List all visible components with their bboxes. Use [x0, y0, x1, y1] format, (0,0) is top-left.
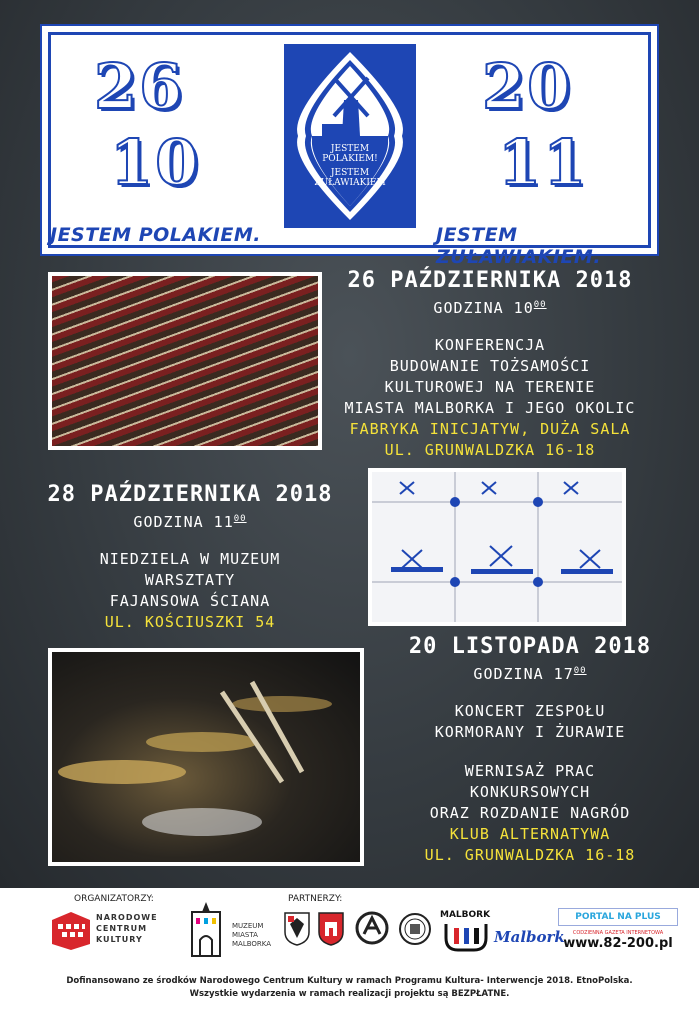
event-1-line-2: BUDOWANIE TOŻSAMOŚCI: [389, 357, 591, 375]
event-3-place-1: KLUB ALTERNATYWA: [449, 825, 611, 843]
funding-note: Dofinansowano ze środków Narodowego Centrum Kultury w ramach Programu Kultura- Interwencje 2018. EtnoPolska.: [66, 976, 633, 986]
auditorium-photo: [48, 272, 322, 450]
emblem-text-3: JESTEM: [330, 168, 370, 178]
portal-na-plus-logo: PORTAL NA PLUS: [558, 908, 678, 926]
event-1-hour: GODZINA 10: [433, 299, 534, 317]
event-2-date: 28 PAŹDZIERNIKA 2018: [47, 482, 333, 507]
event-2-hour: GODZINA 11: [133, 513, 234, 531]
event-1-line-4: MIASTA MALBORKA I JEGO OKOLIC: [344, 399, 636, 417]
event-1-line-3: KULTUROWEJ NA TERENIE: [384, 378, 596, 396]
event-3-line-1: KONCERT ZESPOŁU: [454, 702, 606, 720]
event-1-place-1: FABRYKA INICJATYW, DUŻA SALA: [349, 420, 631, 438]
delft-tiles-photo: [368, 468, 626, 626]
event-3-hour-line: [370, 665, 690, 683]
nck-text-3: KULTURY: [96, 935, 143, 944]
emblem-text-1: JESTEM: [330, 144, 370, 154]
nck-text-1: NARODOWE: [96, 913, 158, 922]
event-1-date: 26 PAŹDZIERNIKA 2018: [347, 268, 633, 293]
event-2-line-2: WARSZTATY: [144, 571, 236, 589]
event-2-line-3: FAJANSOWA ŚCIANA: [109, 592, 271, 610]
event-3-line-2: KORMORANY I ŻURAWIE: [434, 723, 626, 741]
event-2: [30, 482, 350, 633]
event-3-line-4: KONKURSOWYCH: [469, 783, 591, 801]
museum-text-1: MUZEUM: [232, 922, 264, 930]
event-3-hour-minutes: 00: [573, 666, 587, 676]
event-1-hour-line: [330, 299, 650, 317]
website-link[interactable]: www.82-200.pl: [563, 936, 673, 951]
event-1-place-2: UL. GRUNWALDZKA 16-18: [384, 441, 596, 459]
nck-logo-icon: [50, 910, 92, 952]
event-3-line-5: ORAZ ROZDANIE NAGRÓD: [429, 804, 631, 822]
monogram-logo-icon: [354, 910, 390, 946]
tagline-right: JESTEM ŻUŁAWIAKIEM.: [436, 224, 602, 268]
event-1: [330, 268, 650, 461]
malbork-script-logo: Malbork: [494, 928, 565, 946]
castle-gate-icon: [184, 900, 228, 958]
tagline-left: JESTEM POLAKIEM.: [50, 224, 261, 246]
city-crest-icon: [318, 912, 344, 946]
event-1-line-1: KONFERENCJA: [434, 336, 546, 354]
event-2-hour-line: [30, 513, 350, 531]
end-month: 11: [498, 126, 589, 199]
sponsors-footer: [0, 888, 699, 1024]
event-3-line-3: WERNISAŻ PRAC: [464, 762, 596, 780]
malbork-logo-label: MALBORK: [440, 910, 491, 920]
nck-text-2: CENTRUM: [96, 924, 148, 933]
event-3-date: 20 LISTOPADA 2018: [408, 634, 652, 659]
event-1-hour-minutes: 00: [533, 300, 547, 310]
portal-subtitle: CODZIENNA GAZETA INTERNETOWA: [572, 930, 664, 936]
partners-label: PARTNERZY:: [288, 894, 343, 904]
malbork-shield-icon: [444, 922, 488, 952]
round-seal-icon: [398, 912, 432, 946]
drums-photo: [48, 648, 364, 866]
event-3-hour: GODZINA 17: [473, 665, 574, 683]
end-day: 20: [482, 50, 573, 123]
event-2-line-1: NIEDZIELA W MUZEUM: [99, 550, 281, 568]
start-day: 26: [94, 50, 185, 123]
organizers-label: ORGANIZATORZY:: [74, 894, 154, 904]
museum-text-3: MALBORKA: [232, 940, 272, 948]
event-2-place-1: UL. KOŚCIUSZKI 54: [104, 613, 276, 631]
free-entry-note: Wszystkie wydarzenia w ramach realizacji projektu są BEZPŁATNE.: [189, 989, 510, 999]
coat-of-arms-icon: [284, 912, 310, 946]
event-3: [370, 634, 690, 866]
header-tile: [40, 24, 659, 268]
emblem-text-4: ŻUŁAWIAKIEM: [314, 178, 386, 188]
windmill-emblem: [282, 42, 418, 230]
event-3-place-2: UL. GRUNWALDZKA 16-18: [424, 846, 636, 864]
start-month: 10: [110, 126, 201, 199]
emblem-text-2: POLAKIEM!: [322, 154, 378, 164]
event-2-hour-minutes: 00: [233, 514, 247, 524]
museum-text-2: MIASTA: [232, 931, 258, 939]
